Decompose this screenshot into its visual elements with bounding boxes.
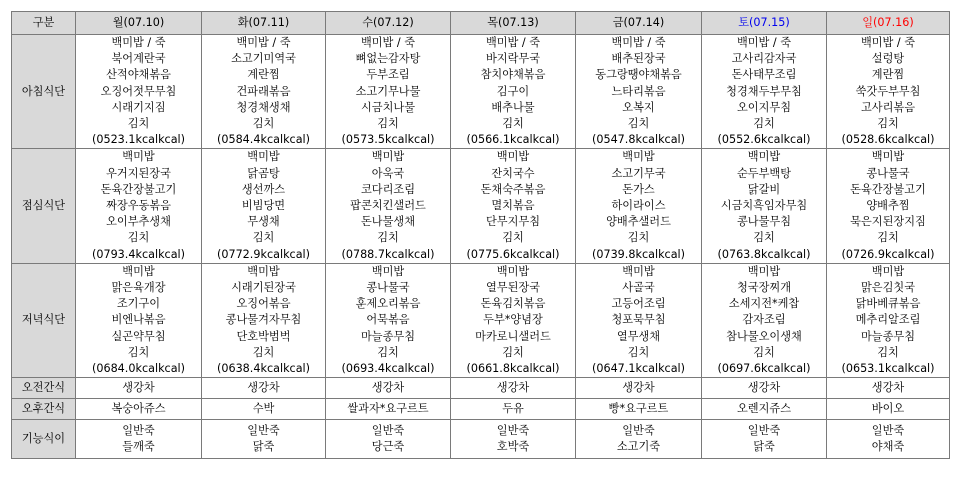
- calorie-value: (0523.1kcalkcal): [91, 133, 186, 147]
- menu-item: 김치: [877, 345, 899, 359]
- menu-item: 사골국: [622, 281, 655, 295]
- dinner-cell-wed: [326, 263, 451, 377]
- special-diet-cell-thu: [451, 420, 576, 459]
- afternoon-snack-cell-wed: [326, 399, 451, 420]
- menu-item: 뼈없는감자탕: [355, 52, 421, 66]
- meal-menu-table: [11, 11, 950, 459]
- menu-item: 돈육김치볶음: [480, 297, 546, 311]
- morning-snack-cell-sun: [827, 378, 950, 399]
- calorie-value: (0684.0kcalkcal): [91, 362, 186, 376]
- calorie-value: (0788.7kcalkcal): [341, 247, 435, 261]
- menu-item: 계란찜: [247, 68, 280, 82]
- menu-item: 닭죽: [252, 440, 275, 454]
- menu-item: 오이지무침: [736, 100, 792, 114]
- menu-item: 맑은김칫국: [860, 281, 916, 295]
- calorie-value: (0772.9kcalkcal): [216, 247, 311, 261]
- menu-item: 시금치나물: [360, 100, 416, 114]
- menu-item: 실곤약무침: [111, 329, 166, 343]
- menu-item: 백미밥: [871, 264, 905, 278]
- breakfast-cell-fri: [576, 35, 702, 149]
- special-diet-cell-fri: [576, 420, 702, 459]
- menu-item: 아욱국: [371, 166, 405, 180]
- menu-item: 쑥갓두부무침: [855, 84, 921, 98]
- menu-item: 김치: [127, 345, 150, 359]
- dinner-cell-tue: [202, 263, 326, 377]
- menu-item: 일반죽: [496, 424, 530, 438]
- special-diet-row-label: 기능식이: [12, 420, 76, 459]
- menu-item: 백미밥 / 죽: [111, 36, 166, 49]
- menu-item: 바이오: [871, 402, 905, 416]
- menu-item: 김치: [627, 231, 650, 245]
- menu-item: 훈제오리볶음: [355, 297, 421, 311]
- calorie-value: (0638.4kcalkcal): [216, 362, 311, 376]
- special-diet-cell-mon: [76, 420, 202, 459]
- menu-item: 동그랑땡야채볶음: [595, 68, 682, 82]
- menu-item: 돈채숙주볶음: [480, 182, 546, 196]
- menu-item: 소고기무국: [611, 166, 666, 180]
- menu-item: 맑은육개장: [111, 281, 166, 295]
- menu-item: 열무된장국: [485, 281, 541, 295]
- menu-item: 산적야채볶음: [106, 68, 171, 82]
- lunch-cell-fri: [576, 149, 702, 263]
- menu-item: 청경채생채: [236, 100, 291, 114]
- menu-item: 백미밥: [747, 150, 781, 164]
- dinner-cell-thu: [451, 263, 576, 377]
- menu-item: 백미밥: [371, 264, 405, 278]
- afternoon-snack-cell-tue: [202, 399, 326, 420]
- menu-item: 수박: [252, 402, 275, 416]
- morning-snack-cell-sat: [702, 378, 827, 399]
- menu-item: 김치: [627, 345, 650, 359]
- menu-item: 소고기무나물: [355, 84, 421, 98]
- menu-item: 단무지무침: [485, 215, 541, 229]
- menu-item: 마늘종무침: [360, 329, 416, 343]
- calorie-value: (0693.4kcalkcal): [341, 362, 435, 376]
- menu-item: 오이부추생채: [106, 215, 171, 229]
- calorie-value: (0653.1kcalkcal): [841, 362, 935, 376]
- menu-item: 조기구이: [116, 297, 161, 311]
- menu-item: 고등어조림: [611, 297, 666, 311]
- menu-item: 백미밥: [622, 150, 655, 164]
- special-diet-cell-wed: [326, 420, 451, 459]
- morning-snack-cell-wed: [326, 378, 451, 399]
- breakfast-cell-sun: [827, 35, 950, 149]
- menu-item: 팝콘치킨샐러드: [350, 199, 426, 213]
- dinner-cell-sun: [827, 263, 950, 377]
- menu-item: 김치: [252, 231, 275, 245]
- menu-item: 김치: [627, 117, 650, 131]
- menu-item: 무생채: [247, 215, 280, 229]
- menu-item: 시래기지짐: [111, 100, 166, 114]
- menu-item: 닭갈비: [747, 182, 781, 196]
- menu-item: 소고기미역국: [231, 52, 296, 66]
- calorie-value: (0793.4kcalkcal): [91, 247, 186, 261]
- menu-item: 두유: [502, 402, 524, 416]
- menu-item: 백미밥: [247, 264, 280, 278]
- menu-item: 두부*양념장: [483, 313, 543, 327]
- calorie-value: (0661.8kcalkcal): [466, 362, 560, 376]
- calorie-value: (0763.8kcalkcal): [717, 247, 811, 261]
- day-header-sun: 일(07.16): [827, 12, 950, 35]
- menu-item: 김치: [377, 345, 399, 359]
- menu-item: 백미밥: [371, 150, 405, 164]
- lunch-cell-thu: [451, 149, 576, 263]
- calorie-value: (0566.1kcalkcal): [466, 133, 560, 147]
- calorie-value: (0573.5kcalkcal): [341, 133, 435, 147]
- menu-item: 김치: [753, 345, 775, 359]
- breakfast-row-label: 아침식단: [12, 35, 76, 149]
- menu-item: 김치: [502, 345, 524, 359]
- menu-item: 일반죽: [622, 424, 655, 438]
- menu-item: 생강차: [247, 381, 280, 395]
- lunch-row-label: 점심식단: [12, 149, 76, 263]
- menu-item: 시금치흑임자무침: [720, 199, 808, 213]
- menu-item: 배추나물: [491, 100, 535, 114]
- menu-item: 단호박범벅: [236, 329, 291, 343]
- afternoon-snack-cell-mon: [76, 399, 202, 420]
- menu-item: 돈사태무조림: [731, 68, 797, 82]
- menu-item: 잔치국수: [491, 166, 535, 180]
- menu-item: 어묵볶음: [366, 313, 410, 327]
- calorie-value: (0552.6kcalkcal): [717, 133, 811, 147]
- menu-item: 오복지: [622, 100, 655, 114]
- lunch-cell-wed: [326, 149, 451, 263]
- menu-item: 계란찜: [871, 68, 905, 82]
- lunch-cell-sat: [702, 149, 827, 263]
- menu-item: 코다리조림: [360, 182, 416, 196]
- menu-item: 마카로니샐러드: [475, 329, 551, 343]
- day-header-mon: 월(07.10): [76, 12, 202, 35]
- menu-item: 김치: [127, 117, 150, 131]
- menu-item: 묵은지된장지짐: [850, 215, 926, 229]
- morning-snack-cell-fri: [576, 378, 702, 399]
- menu-item: 백미밥: [247, 150, 280, 164]
- menu-item: 김치: [753, 231, 775, 245]
- special-diet-cell-sat: [702, 420, 827, 459]
- breakfast-row: [12, 35, 950, 149]
- calorie-value: (0647.1kcalkcal): [591, 362, 686, 376]
- menu-item: 북어계란국: [111, 52, 166, 66]
- morning-snack-cell-thu: [451, 378, 576, 399]
- menu-item: 콩나물겨자무침: [225, 313, 302, 327]
- menu-item: 김치: [252, 117, 275, 131]
- menu-item: 들깨죽: [122, 440, 155, 454]
- calorie-value: (0697.6kcalkcal): [717, 362, 811, 376]
- menu-item: 백미밥: [622, 264, 655, 278]
- menu-item: 콩나물무침: [736, 215, 792, 229]
- dinner-row: [12, 263, 950, 377]
- menu-item: 마늘종무침: [860, 329, 916, 343]
- menu-item: 일반죽: [871, 424, 905, 438]
- menu-item: 백미밥 / 죽: [611, 36, 666, 49]
- menu-item: 일반죽: [747, 424, 781, 438]
- menu-item: 하이라이스: [611, 199, 666, 213]
- menu-item: 돈육간장불고기: [100, 182, 177, 196]
- menu-item: 메추리알조림: [855, 313, 921, 327]
- menu-body: [12, 35, 950, 459]
- afternoon-snack-cell-thu: [451, 399, 576, 420]
- menu-item: 청국장찌개: [736, 281, 792, 295]
- menu-item: 닭바베큐볶음: [855, 297, 921, 311]
- lunch-cell-sun: [827, 149, 950, 263]
- menu-item: 콩나물국: [366, 281, 410, 295]
- menu-item: 백미밥: [496, 264, 530, 278]
- menu-item: 당근죽: [371, 440, 405, 454]
- menu-item: 참나물오이생채: [726, 329, 802, 343]
- menu-item: 일반죽: [247, 424, 280, 438]
- menu-item: 두부조림: [366, 68, 410, 82]
- menu-item: 복숭아쥬스: [111, 402, 166, 416]
- menu-item: 김치: [877, 117, 899, 131]
- menu-item: 김치: [377, 231, 399, 245]
- morning-snack-row-label: 오전간식: [12, 378, 76, 399]
- day-header-tue: 화(07.11): [202, 12, 326, 35]
- menu-item: 오징어젓무무침: [100, 84, 177, 98]
- afternoon-snack-row: [12, 399, 950, 420]
- menu-item: 열무생채: [616, 329, 661, 343]
- menu-item: 소세지전*케찹: [728, 297, 800, 311]
- lunch-cell-mon: [76, 149, 202, 263]
- menu-item: 김치: [127, 231, 150, 245]
- dinner-cell-sat: [702, 263, 827, 377]
- menu-item: 백미밥 / 죽: [485, 36, 541, 49]
- menu-item: 참치야채볶음: [480, 68, 546, 82]
- menu-item: 김치: [377, 117, 399, 131]
- menu-item: 생강차: [496, 381, 530, 395]
- menu-item: 배추된장국: [611, 52, 666, 66]
- menu-item: 백미밥 / 죽: [736, 36, 792, 49]
- morning-snack-cell-mon: [76, 378, 202, 399]
- breakfast-cell-wed: [326, 35, 451, 149]
- menu-item: 백미밥 / 죽: [360, 36, 416, 49]
- menu-item: 백미밥: [747, 264, 781, 278]
- menu-item: 순두부백탕: [736, 166, 792, 180]
- calorie-value: (0739.8kcalkcal): [591, 247, 686, 261]
- afternoon-snack-cell-fri: [576, 399, 702, 420]
- menu-item: 김치: [877, 231, 899, 245]
- morning-snack-cell-tue: [202, 378, 326, 399]
- menu-item: 멸치볶음: [491, 199, 535, 213]
- menu-item: 짜장우동볶음: [106, 199, 171, 213]
- afternoon-snack-cell-sat: [702, 399, 827, 420]
- header-label: 구분: [12, 12, 76, 35]
- menu-item: 호박죽: [496, 440, 530, 454]
- header-row: [12, 12, 950, 35]
- menu-item: 설렁탕: [871, 52, 905, 66]
- menu-item: 닭곰탕: [247, 166, 280, 180]
- menu-item: 생강차: [747, 381, 781, 395]
- menu-item: 백미밥: [496, 150, 530, 164]
- menu-item: 백미밥 / 죽: [860, 36, 916, 49]
- menu-item: 백미밥 / 죽: [236, 36, 291, 49]
- menu-item: 콩나물국: [866, 166, 910, 180]
- breakfast-cell-tue: [202, 35, 326, 149]
- lunch-row: [12, 149, 950, 263]
- menu-item: 김치: [502, 117, 524, 131]
- menu-item: 김치: [252, 345, 275, 359]
- morning-snack-row: [12, 378, 950, 399]
- menu-item: 시래기된장국: [231, 281, 296, 295]
- menu-item: 생강차: [622, 381, 655, 395]
- dinner-row-label: 저녁식단: [12, 263, 76, 377]
- menu-item: 건파래볶음: [236, 84, 291, 98]
- breakfast-cell-mon: [76, 35, 202, 149]
- menu-item: 백미밥: [871, 150, 905, 164]
- menu-item: 일반죽: [371, 424, 405, 438]
- menu-item: 생강차: [371, 381, 405, 395]
- menu-item: 고사리볶음: [860, 100, 916, 114]
- breakfast-cell-thu: [451, 35, 576, 149]
- menu-item: 고사리감자국: [731, 52, 797, 66]
- menu-item: 감자조림: [742, 313, 786, 327]
- dinner-cell-mon: [76, 263, 202, 377]
- menu-item: 오징어볶음: [236, 297, 291, 311]
- menu-item: 소고기죽: [616, 440, 661, 454]
- menu-item: 청포묵무침: [611, 313, 666, 327]
- special-diet-row: [12, 420, 950, 459]
- menu-item: 우거지된장국: [106, 166, 171, 180]
- afternoon-snack-cell-sun: [827, 399, 950, 420]
- menu-item: 백미밥: [122, 150, 155, 164]
- breakfast-cell-sat: [702, 35, 827, 149]
- menu-item: 김구이: [496, 84, 530, 98]
- menu-item: 느타리볶음: [611, 84, 666, 98]
- menu-item: 닭죽: [753, 440, 775, 454]
- menu-item: 김치: [502, 231, 524, 245]
- menu-item: 양배추찜: [866, 199, 910, 213]
- menu-item: 생선까스: [241, 182, 286, 196]
- menu-item: 야채죽: [871, 440, 905, 454]
- menu-item: 비빔당면: [241, 199, 286, 213]
- menu-item: 일반죽: [122, 424, 155, 438]
- afternoon-snack-row-label: 오후간식: [12, 399, 76, 420]
- lunch-cell-tue: [202, 149, 326, 263]
- menu-item: 백미밥: [122, 264, 155, 278]
- menu-item: 돈육간장불고기: [850, 182, 926, 196]
- menu-item: 빵*요구르트: [608, 402, 669, 416]
- special-diet-cell-tue: [202, 420, 326, 459]
- menu-item: 생강차: [871, 381, 905, 395]
- day-header-fri: 금(07.14): [576, 12, 702, 35]
- menu-item: 돈가스: [622, 182, 655, 196]
- special-diet-cell-sun: [827, 420, 950, 459]
- dinner-cell-fri: [576, 263, 702, 377]
- day-header-thu: 목(07.13): [451, 12, 576, 35]
- menu-item: 돈나물생채: [360, 215, 416, 229]
- menu-item: 비엔나볶음: [111, 313, 166, 327]
- menu-item: 오렌지쥬스: [736, 402, 792, 416]
- calorie-value: (0775.6kcalkcal): [466, 247, 560, 261]
- menu-item: 생강차: [122, 381, 155, 395]
- calorie-value: (0547.8kcalkcal): [591, 133, 686, 147]
- menu-item: 김치: [753, 117, 775, 131]
- calorie-value: (0726.9kcalkcal): [841, 247, 935, 261]
- day-header-wed: 수(07.12): [326, 12, 451, 35]
- menu-item: 쌀과자*요구르트: [347, 402, 429, 416]
- calorie-value: (0584.4kcalkcal): [216, 133, 311, 147]
- menu-item: 청경채두부무침: [726, 84, 802, 98]
- menu-item: 양배추샐러드: [606, 215, 671, 229]
- calorie-value: (0528.6kcalkcal): [841, 133, 935, 147]
- day-header-sat: 토(07.15): [702, 12, 827, 35]
- menu-item: 바지락무국: [485, 52, 541, 66]
